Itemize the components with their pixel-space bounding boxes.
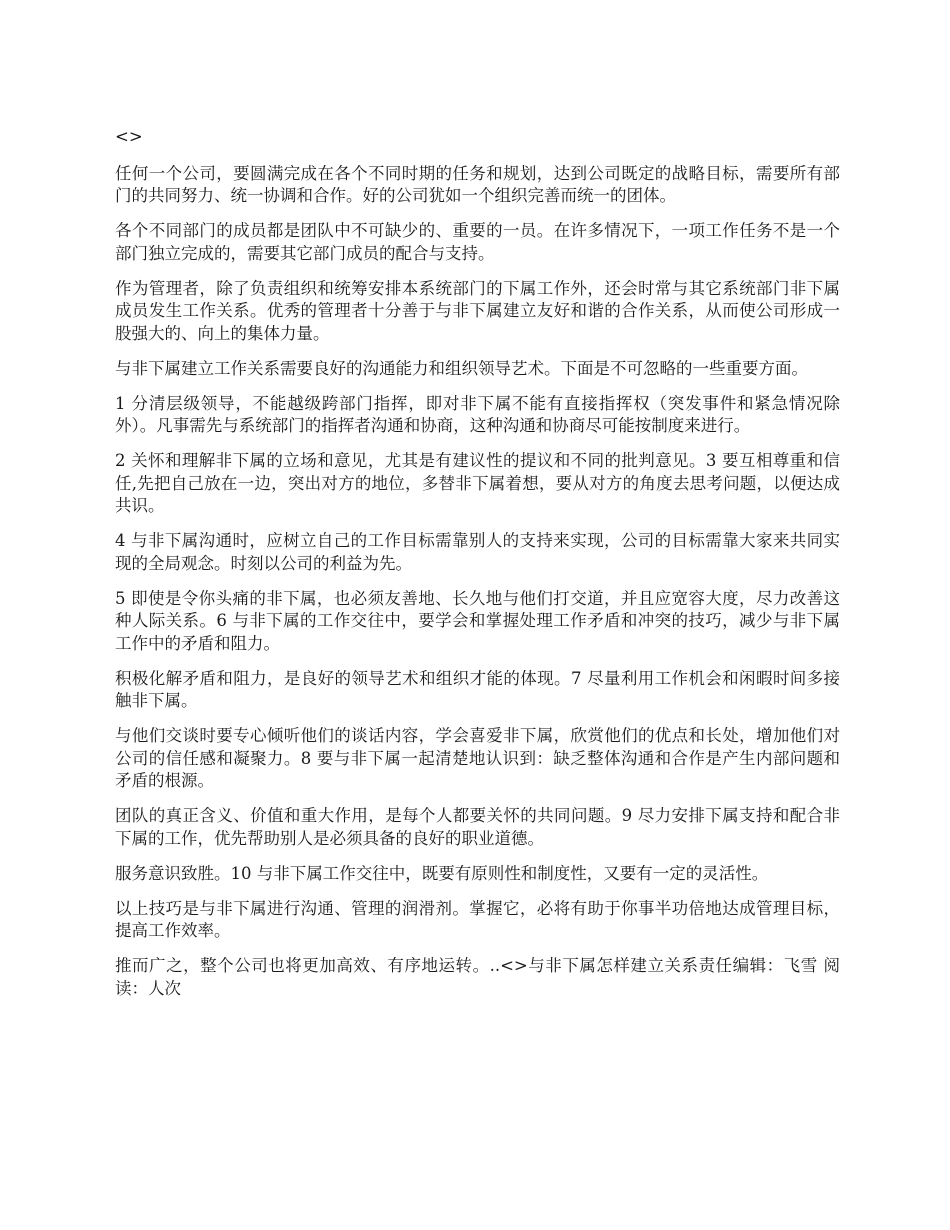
- paragraph-6: 2 关怀和理解非下属的立场和意见，尤其是有建议性的提议和不同的批判意见。3 要互相尊重和信任,先把自己放在一边，突出对方的地位，多替非下属着想，要从对方的角度去思考问题，以便达成共识。: [115, 451, 840, 515]
- paragraph-1: 任何一个公司，要圆满完成在各个不同时期的任务和规划，达到公司既定的战略目标，需要所有部门的共同努力、统一协调和合作。好的公司犹如一个组织完善而统一的团体。: [115, 163, 840, 205]
- paragraph-12: 服务意识致胜。10 与非下属工作交往中，既要有原则性和制度性，又要有一定的灵活性。: [115, 863, 769, 883]
- paragraph-5: 1 分清层级领导，不能越级跨部门指挥，即对非下属不能有直接指挥权（突发事件和紧急情况除外）。凡事需先与系统部门的指挥者沟通和协商，这种沟通和协商尽可能按制度来进行。: [115, 393, 840, 435]
- paragraph-9: 积极化解矛盾和阻力，是良好的领导艺术和组织才能的体现。7 尽量利用工作机会和闲暇时间多接触非下属。: [115, 668, 840, 710]
- document-page: [115, 126, 840, 1013]
- paragraph-3: 作为管理者，除了负责组织和统筹安排本系统部门的下属工作外，还会时常与其它系统部门非下属成员发生工作关系。优秀的管理者十分善于与非下属建立友好和谐的合作关系，从而使公司形成一股强大的、向上的集体力量。: [115, 278, 840, 343]
- paragraph-10: 与他们交谈时要专心倾听他们的谈话内容，学会喜爱非下属，欣赏他们的优点和长处，增加他们对公司的信任感和凝聚力。8 要与非下属一起清楚地认识到：缺乏整体沟通和合作是产生内部问题和矛盾的根源。: [115, 726, 840, 790]
- paragraph-14: 推而广之，整个公司也将更加高效、有序地运转。..<>与非下属怎样建立关系责任编辑：飞雪 阅读：人次: [115, 956, 840, 998]
- document-heading: <>: [115, 127, 143, 146]
- paragraph-4: 与非下属建立工作关系需要良好的沟通能力和组织领导艺术。下面是不可忽略的一些重要方面。: [115, 358, 808, 378]
- paragraph-2: 各个不同部门的成员都是团队中不可缺少的、重要的一员。在许多情况下，一项工作任务不是一个部门独立完成的，需要其它部门成员的配合与支持。: [115, 221, 840, 263]
- paragraph-8: 5 即使是令你头痛的非下属，也必须友善地、长久地与他们打交道，并且应宽容大度，尽力改善这种人际关系。6 与非下属的工作交往中，要学会和掌握处理工作矛盾和冲突的技巧，减少与非下属工作中的矛盾和阻力。: [115, 588, 840, 653]
- paragraph-13: 以上技巧是与非下属进行沟通、管理的润滑剂。掌握它，必将有助于你事半功倍地达成管理目标，提高工作效率。: [115, 898, 840, 940]
- paragraph-11: 团队的真正含义、价值和重大作用，是每个人都要关怀的共同问题。9 尽力安排下属支持和配合非下属的工作，优先帮助别人是必须具备的良好的职业道德。: [115, 806, 840, 848]
- paragraph-7: 4 与非下属沟通时，应树立自己的工作目标需靠别人的支持来实现，公司的目标需靠大家来共同实现的全局观念。时刻以公司的利益为先。: [115, 531, 840, 573]
